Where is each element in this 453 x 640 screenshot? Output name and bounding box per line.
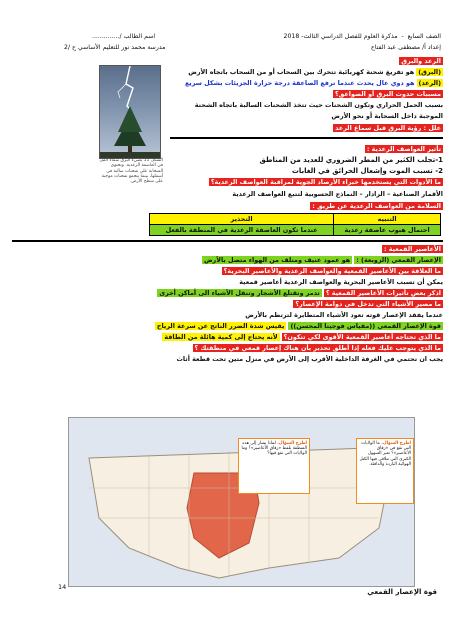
callout-left-title: اطرح السؤال. bbox=[277, 441, 307, 446]
divider bbox=[12, 240, 443, 242]
effect-2: 2- تسبب الموت وإشعال الحرائق في الغابات bbox=[291, 167, 443, 175]
question-weather-tools: ما الأدوات التي يستخدمها خبراء الأرصاد الجوية لمراقبة العواصف الرعدية؟ bbox=[210, 178, 441, 186]
answer-line-2: الموجبة داخل السحابة أو نحو الأرض bbox=[331, 112, 443, 120]
answer-effects: تدمر وتقتلع الأشجار وتنقل الأشياء الى أماكن أخرى bbox=[159, 289, 320, 297]
effect-1: 1-تجلب الكثير من المطر الضروري للعديد من المناطق bbox=[259, 156, 443, 164]
image-caption: الشكل 11 يضيء البرق سماء الليل في العاصفة الرعدية. وتحتوي السحابة على شحنات سالبة في أسفلها، بينما تتجمع شحنات موجبة على سطح الأرض. bbox=[99, 158, 163, 185]
map-caption: قوة الإعصار القمعي bbox=[367, 588, 437, 596]
term-thunder: (الرعد) bbox=[418, 79, 441, 87]
answer-weather-tools: الأقمار الصناعية – الرادار – النماذج الحسوبية لتتبع العواصف الرعدية bbox=[232, 190, 443, 198]
callout-right-title: اطرح السؤال. bbox=[381, 441, 411, 446]
callout-right bbox=[356, 438, 414, 504]
document-page: الصف السابع - مذكرة العلوم للفصل الدراسي الثالث- 2018 اسم الطالب /.............. إعداد أ/ مصطفى عبد الفتاح مدرسة محمد نور للتعليم الأساسي ح /2 الرعد والبرق (البرق) هو تفريغ شحنة كهربائية تتحرك بين السحاب أو من السحاب باتجاه الأرض (الرعد) هو دوي عال يحدث عندما ترفع الصاعقة درجة حرارة الجزيئات بشكل سريع مسببات حدوث البرق أو الصواعق؟ بسبب الحمل الحراري وتكون الشحنات حيث تتخذ الشحنات السالبة باتجاه الشحنة الموجبة داخل السحابة أو نحو الأرض علل : رؤية البرق قبل سماع الرعد الشكل 11 يضيء البرق سماء الليل في العاصفة الرعدية. وتحتوي السحابة على شحنات سالبة في أسفلها، بينما تتجمع شحنات موجبة على سطح الأرض. تأثير العواصف الرعدية : 1-تجلب الكثير من المطر الضروري للعديد من المناطق 2- تسبب الموت وإشعال الحرائق في الغابات ما الأدوات التي يستخدمها خبراء الأرصاد الجوية لمراقبة العواصف الرعدية؟ الأقمار الصناعية – الرادار – النماذج الحسوبية لتتبع العواصف الرعدية السلامة من العواصف الرعدية عن طريق : التنبيه التحذير احتمال هبوب عاصفة رعدية عندما تكون العاصفة الرعدية في المنطقة بالفعل الأعاصير القمعية : الإعصار القمعي (الزوبعة) : هو عمود عنيف ومتلف من الهواء متصل بالأرض ما العلاقة بين الأعاصير القمعية والعواصف الرعدية والأعاصير البحرية؟ يمكن أن تسبب الأعاصير البحرية والعواصف الرعدية أعاصير قمعية اذكر بعض تأثيرات الأعاصير القمعية ؟ تدمر وتقتلع الأشجار وتنقل الأشياء الى أماكن أخرى ما مصير الأشياء التي تدخل في دوامة الإعصار؟ عندما يفقد الإعصار قوته تعود الأشياء المتطايرة لترتطم بالأرض قوة الإعصار القمعي ((مقياس فوجيتا المحسن)) يقيس شدة الضرر الناتج عن سرعة الرياح ما الذي تحتاجه أعاصير القمعية الأقوى لكي تتكون؟ لأنه يحتاج إلى كمية هائلة من الطاقة ما الذي يتوجب عليك فعله إذا أطلق تحذير بأن هناك إعصار قمعي في منطقتك ؟ يجب ان تحتمي في الغرفة الداخلية الأقرب إلى الأرض في منزل متين تحت قطعة أثاث اطرح السؤال. لماذا يشار إلى هذه المنطقة بلفظ «زقاق الأعاصير»؟ وما الولايات التي تقع فيها؟ اطرح السؤال. ما الولايات التي تقع في «زقاق الأعاصير»؟ تعبر السهول الكبرى التي تتلاقى فيها الكتل الهوائية الباردة والدافئة. 14 قوة الإعصار القمعي bbox=[0, 0, 453, 640]
answer-strong-tornado-needs: لأنه يحتاج إلى كمية هائلة من الطاقة bbox=[164, 333, 278, 341]
lightning-tree-image bbox=[99, 65, 161, 159]
answer-relation: يمكن أن تسبب الأعاصير البحرية والعواصف الرعدية أعاصير قمعية bbox=[239, 278, 443, 286]
header-title: مذكرة العلوم للفصل الدراسي الثالث- 2018 bbox=[283, 33, 398, 40]
callout-left bbox=[238, 438, 310, 494]
lightning-definition: هو تفريغ شحنة كهربائية تتحرك بين السحاب أو من السحاب باتجاه الأرض bbox=[188, 68, 415, 76]
safety-table bbox=[149, 213, 441, 236]
answer-objects-fate: عندما يفقد الإعصار قوته تعود الأشياء المتطايرة لترتطم بالأرض bbox=[245, 311, 443, 319]
section-tornadoes-title: الأعاصير القمعية : bbox=[383, 245, 441, 253]
header-student: اسم الطالب /.............. bbox=[92, 33, 156, 40]
answer-line-1: بسبب الحمل الحراري وتكون الشحنات حيث تتخذ الشحنات السالبة باتجاه الشحنة bbox=[194, 101, 443, 109]
header-teacher: إعداد أ/ مصطفى عبد الفتاح bbox=[370, 44, 441, 51]
answer-tornado-warning: يجب ان تحتمي في الغرفة الداخلية الأقرب إلى الأرض في منزل متين تحت قطعة أثاث bbox=[176, 355, 443, 363]
table-header-warning: التحذير bbox=[150, 214, 334, 225]
question-strong-tornado-needs: ما الذي تحتاجه أعاصير القمعية الأقوى لكي تتكون؟ bbox=[283, 333, 441, 341]
question-effects: اذكر بعض تأثيرات الأعاصير القمعية ؟ bbox=[325, 289, 441, 297]
table-cell-warning: عندما تكون العاصفة الرعدية في المنطقة بالفعل bbox=[150, 225, 334, 236]
thunder-definition: هو دوي عال يحدث عندما ترفع الصاعقة درجة حرارة الجزيئات بشكل سريع bbox=[184, 79, 415, 87]
question-objects-fate: ما مصير الأشياء التي تدخل في دوامة الإعصار؟ bbox=[295, 300, 441, 308]
term-lightning: (البرق) bbox=[418, 68, 441, 76]
divider bbox=[170, 137, 443, 139]
fujita-scale-term: قوة الإعصار القمعي ((مقياس فوجيتا المحسن)) bbox=[290, 322, 441, 330]
page-number: 14 bbox=[58, 583, 67, 591]
question-relation: ما العلاقة بين الأعاصير القمعية والعواصف الرعدية والأعاصير البحرية؟ bbox=[223, 267, 441, 275]
table-cell-watch: احتمال هبوب عاصفة رعدية bbox=[334, 225, 441, 236]
callout-right-text: ما الولايات التي تقع في «زقاق الأعاصير»؟ تعبر السهول الكبرى التي تتلاقى فيها الكتل الهوائية الباردة والدافئة. bbox=[359, 441, 411, 467]
fujita-scale-definition: يقيس شدة الضرر الناتج عن سرعة الرياح bbox=[156, 322, 285, 330]
tornado-definition: هو عمود عنيف ومتلف من الهواء متصل بالأرض bbox=[203, 256, 351, 264]
callout-left-text: لماذا يشار إلى هذه المنطقة بلفظ «زقاق الأعاصير»؟ وما الولايات التي تقع فيها؟ bbox=[241, 441, 307, 457]
tornado-term: الإعصار القمعي (الزوبعة) : bbox=[356, 256, 441, 264]
header-grade: الصف السابع bbox=[407, 33, 441, 40]
question-lightning-causes: مسببات حدوث البرق أو الصواعق؟ bbox=[334, 90, 441, 98]
safety-heading: السلامة من العواصف الرعدية عن طريق : bbox=[312, 202, 441, 210]
section-thunder-lightning-title: الرعد والبرق bbox=[401, 57, 441, 65]
table-header-watch: التنبيه bbox=[334, 214, 441, 225]
question-why-lightning-first: علل : رؤية البرق قبل سماع الرعد bbox=[335, 124, 441, 132]
section-thunderstorm-effects-title: تأثير العواصف الرعدية : bbox=[366, 145, 441, 153]
question-tornado-warning: ما الذي يتوجب عليك فعله إذا أطلق تحذير بأن هناك إعصار قمعي في منطقتك ؟ bbox=[194, 344, 441, 352]
header-school: مدرسة محمد نور للتعليم الأساسي ح /2 bbox=[64, 44, 166, 51]
